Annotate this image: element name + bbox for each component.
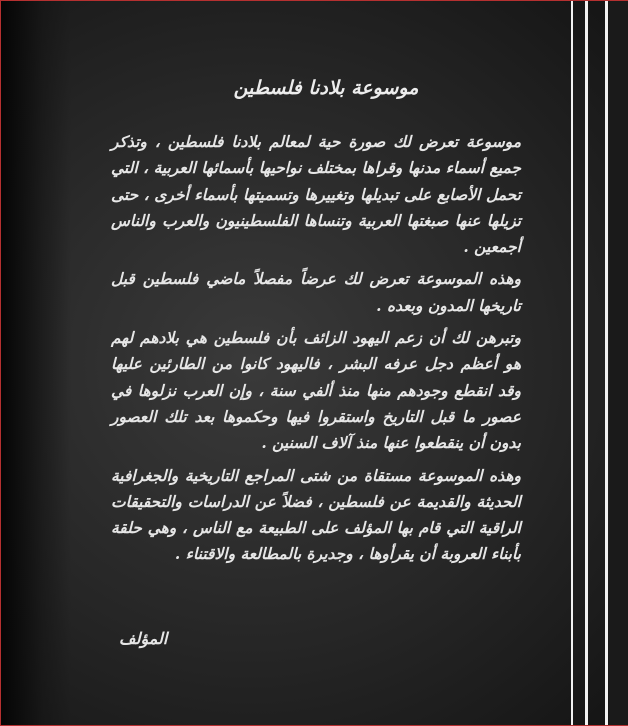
margin-rule: [571, 1, 573, 725]
body-text: [111, 129, 521, 574]
paragraph: موسوعة تعرض لك صورة حية لمعالم بلادنا فلسطين ، وتذكر جميع أسماء مدنها وقراها بمختلف نواحيها بأسمائها العربية ، التي تحمل الأصابع على تبديلها وتغييرها وتسميتها بأسماء أخرى ، حتى تزيلها عنها صبغتها العربية وتنساها الفلسطينيون والعرب والناس أجمعين .: [111, 132, 521, 257]
page-edge-band: [609, 1, 628, 725]
paragraph: وهذه الموسوعة تعرض لك عرضاً مفصلاً ماضي فلسطين قبل تاريخها المدون وبعده .: [111, 269, 521, 315]
margin-rule: [585, 1, 588, 725]
paragraph: وتبرهن لك أن زعم اليهود الزائف بأن فلسطين هي بلادهم لهم هو أعظم دجل عرفه البشر ، فاليهود كانوا من الطارئين عليها وقد انقطع وجودهم منها منذ ألفي سنة ، وإن العرب نزلوها في عصور ما قبل التاريخ واستقروا فيها وحكموها بعد تلك العصور بدون أن ينقطعوا عنها منذ آلاف السنين .: [111, 328, 521, 453]
page-title: موسوعة بلادنا فلسطين: [233, 77, 419, 99]
paragraph: وهذه الموسوعة مستقاة من شتى المراجع التاريخية والجغرافية الحديثة والقديمة عن فلسطين ، فضلاً عن الدراسات والتحقيقات الراقية التي قام بها المؤلف على الطبيعة مع الناس ، وهي حلقة بأبناء العروبة أن يقرأوها ، وجديرة بالمطالعة والاقتناء .: [111, 465, 521, 564]
page-edge-shadow: [1, 1, 71, 725]
author-signature: المؤلف: [119, 629, 168, 648]
margin-rule: [605, 1, 608, 725]
